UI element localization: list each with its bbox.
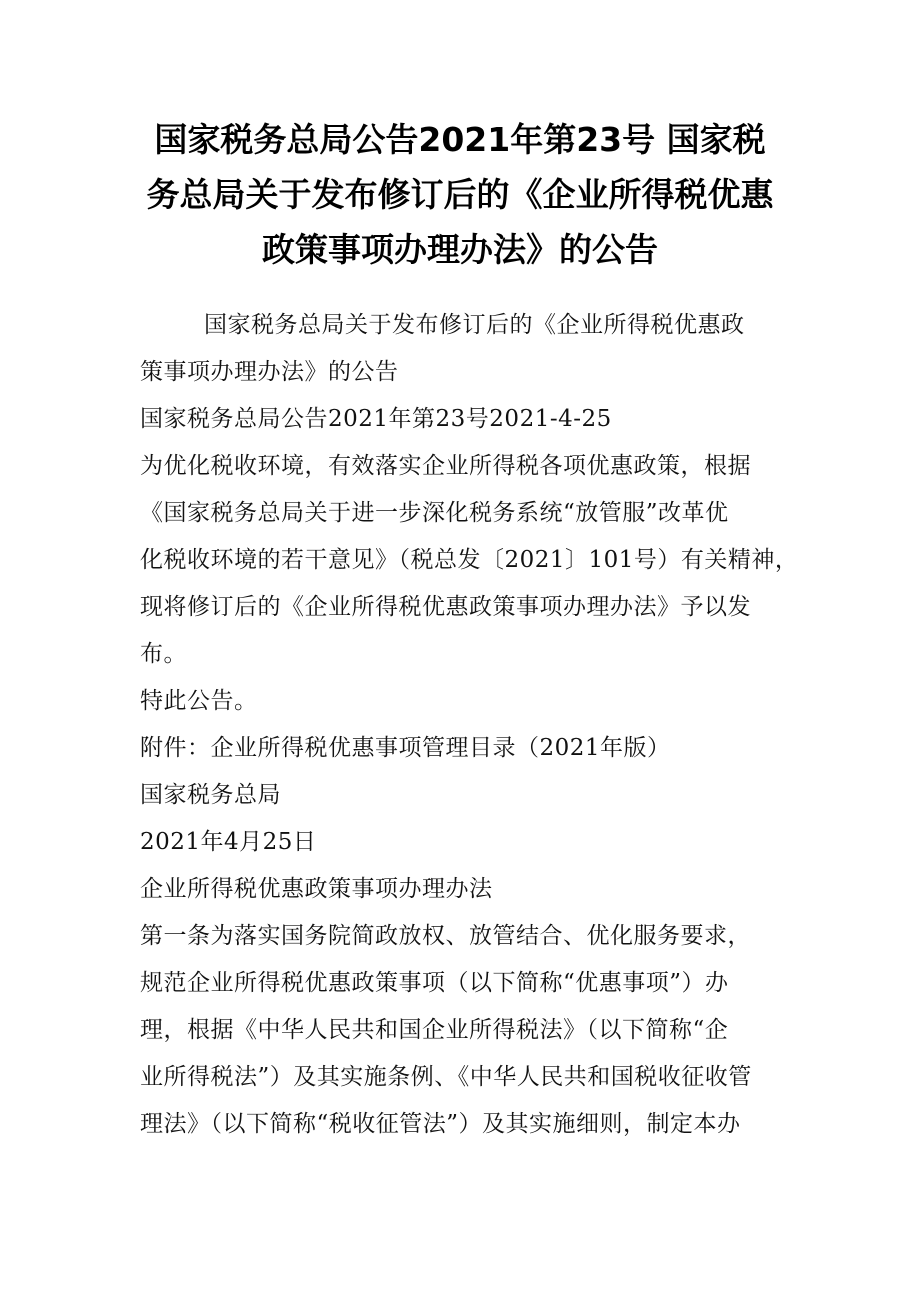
document-body	[140, 302, 800, 1148]
subtitle-line: 国家税务总局关于发布修订后的《企业所得税优惠政	[204, 312, 745, 338]
announcement-number: 国家税务总局公告2021年第23号2021-4-25	[140, 406, 612, 432]
document-title	[110, 112, 810, 277]
article-line: 规范企业所得税优惠政策事项（以下简称“优惠事项”）办	[140, 970, 729, 996]
paragraph-line: 《国家税务总局关于进一步深化税务系统“放管服”改革优	[140, 500, 729, 526]
title-line: 务总局关于发布修订后的《企业所得税优惠	[146, 175, 774, 214]
subtitle-line: 策事项办理办法》的公告	[140, 359, 399, 385]
issue-date: 2021年4月25日	[140, 829, 317, 855]
paragraph-line: 现将修订后的《企业所得税优惠政策事项办理办法》予以发	[140, 594, 751, 620]
announcement-closing: 特此公告。	[140, 688, 258, 714]
attachment-line: 附件：企业所得税优惠事项管理目录（2021年版）	[140, 735, 671, 761]
title-line: 国家税务总局公告2021年第23号 国家税	[154, 120, 766, 159]
article-line: 理，根据《中华人民共和国企业所得税法》（以下简称“企	[140, 1017, 729, 1043]
paragraph-line: 为优化税收环境，有效落实企业所得税各项优惠政策，根据	[140, 453, 751, 479]
article-line: 理法》（以下简称“税收征管法”）及其实施细则，制定本办	[140, 1111, 741, 1137]
title-line: 政策事项办理办法》的公告	[262, 230, 658, 269]
section-heading: 企业所得税优惠政策事项办理办法	[140, 876, 493, 902]
article-line: 业所得税法”）及其实施条例、《中华人民共和国税收征收管	[140, 1064, 752, 1090]
issuer-name: 国家税务总局	[140, 782, 281, 808]
paragraph-line: 化税收环境的若干意见》（税总发〔2021〕101号）有关精神，	[140, 547, 799, 573]
article-line: 第一条为落实国务院简政放权、放管结合、优化服务要求，	[140, 923, 751, 949]
paragraph-line: 布。	[140, 641, 187, 667]
